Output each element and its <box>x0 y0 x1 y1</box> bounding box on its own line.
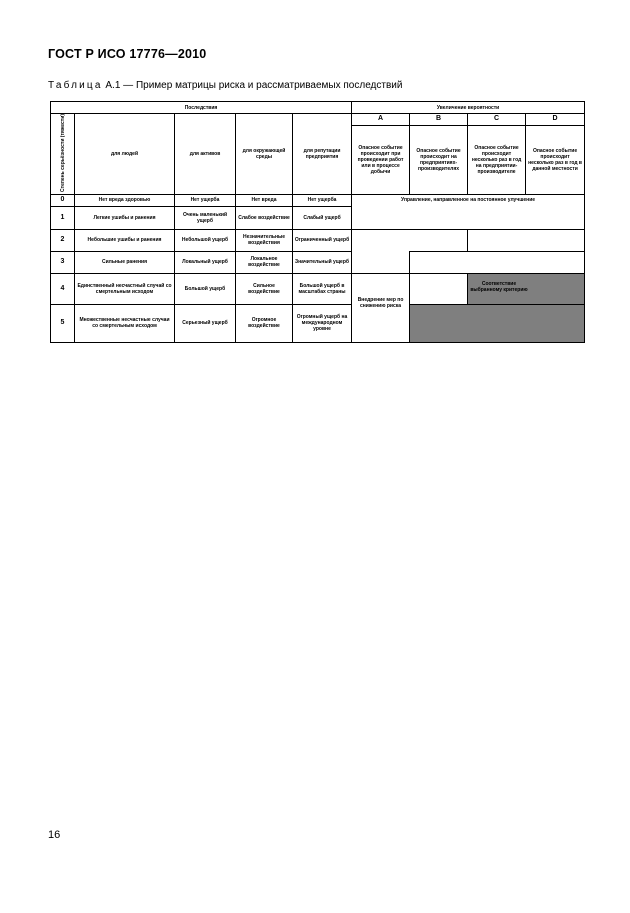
row-0-environment: Нет вреда <box>236 194 293 206</box>
likelihood-letter-d: D <box>526 114 585 126</box>
zone-white-cell <box>410 251 468 273</box>
severity-index-5: 5 <box>51 304 75 342</box>
row-0-people: Нет вреда здоровью <box>75 194 175 206</box>
likelihood-header: Увеличение вероятности <box>352 102 585 114</box>
row-4-assets: Большой ущерб <box>175 273 236 304</box>
column-header-people: для людей <box>75 114 175 195</box>
row-4-environment: Сильное воздействие <box>236 273 293 304</box>
severity-index-2: 2 <box>51 229 75 251</box>
zone-white-cell <box>352 206 410 229</box>
likelihood-desc-c: Опасное событие происходит несколько раз в год на предприятии-производителе <box>468 125 526 194</box>
likelihood-desc-d: Опасное событие происходит несколько раз в год в данной местности <box>526 125 585 194</box>
likelihood-letter-a: A <box>352 114 410 126</box>
row-5-environment: Огромное воздействие <box>236 304 293 342</box>
row-5-reputation: Огромный ущерб на международном уровне <box>293 304 352 342</box>
table-caption-text: А.1 — Пример матрицы риска и рассматриваемых последствий <box>105 80 403 91</box>
zone-gray-cell <box>526 273 585 304</box>
column-header-assets: для активов <box>175 114 236 195</box>
likelihood-desc-b: Опасное событие происходит на предприятиях-производителях <box>410 125 468 194</box>
column-header-reputation: для репутации предприятия <box>293 114 352 195</box>
row-1-assets: Очень маленький ущерб <box>175 206 236 229</box>
zone-white-cell <box>410 206 468 229</box>
row-2-people: Небольшие ушибы и ранения <box>75 229 175 251</box>
zone-intolerable <box>410 304 585 342</box>
zone-white-cell <box>410 229 468 251</box>
column-header-environment: для окружающей среды <box>236 114 293 195</box>
zone-intolerable-label: Соответствие выбранному критерию <box>470 281 528 293</box>
zone-white-cell <box>526 229 585 251</box>
zone-white-cell <box>410 273 468 304</box>
row-3-reputation: Значительный ущерб <box>293 251 352 273</box>
zone-white-cell <box>352 229 410 251</box>
row-0-reputation: Нет ущерба <box>293 194 352 206</box>
row-3-people: Сильные ранения <box>75 251 175 273</box>
row-4-reputation: Большой ущерб в масштабах страны <box>293 273 352 304</box>
row-1-environment: Слабое воздействие <box>236 206 293 229</box>
severity-index-1: 1 <box>51 206 75 229</box>
row-0-assets: Нет ущерба <box>175 194 236 206</box>
row-2-reputation: Ограниченный ущерб <box>293 229 352 251</box>
consequences-header: Последствия <box>51 102 352 114</box>
severity-index-0: 0 <box>51 194 75 206</box>
zone-white-cell <box>526 251 585 273</box>
row-3-assets: Локальный ущерб <box>175 251 236 273</box>
zone-white-cell <box>352 251 410 273</box>
severity-index-4: 4 <box>51 273 75 304</box>
table-caption-prefix: Таблица <box>48 80 103 91</box>
zone-risk-reduction: Внедрение мер по снижению риска <box>352 273 410 342</box>
row-1-people: Легкие ушибы и ранения <box>75 206 175 229</box>
row-5-assets: Серьезный ущерб <box>175 304 236 342</box>
zone-white-cell <box>468 251 526 273</box>
zone-white-cell <box>526 206 585 229</box>
row-1-reputation: Слабый ущерб <box>293 206 352 229</box>
table-caption <box>48 80 402 91</box>
row-4-people: Единственный несчастный случай со смертельным исходом <box>75 273 175 304</box>
severity-header: Степень серьёзности (тяжести) <box>51 114 75 195</box>
row-5-people: Множественные несчастные случаи со смертельным исходом <box>75 304 175 342</box>
severity-index-3: 3 <box>51 251 75 273</box>
risk-matrix-table <box>50 101 585 343</box>
row-2-assets: Небольшой ущерб <box>175 229 236 251</box>
zone-white-cell <box>468 229 526 251</box>
likelihood-letter-b: B <box>410 114 468 126</box>
likelihood-letter-c: C <box>468 114 526 126</box>
zone-white-cell <box>468 206 526 229</box>
row-2-environment: Незначительные воздействия <box>236 229 293 251</box>
zone-continuous-improvement: Управление, направленное на постоянное улучшение <box>352 194 585 206</box>
likelihood-desc-a: Опасное событие происходит при проведении работ или в процессе добычи <box>352 125 410 194</box>
row-3-environment: Локальное воздействие <box>236 251 293 273</box>
document-header: ГОСТ Р ИСО 17776—2010 <box>48 47 207 61</box>
page-number: 16 <box>48 829 61 841</box>
